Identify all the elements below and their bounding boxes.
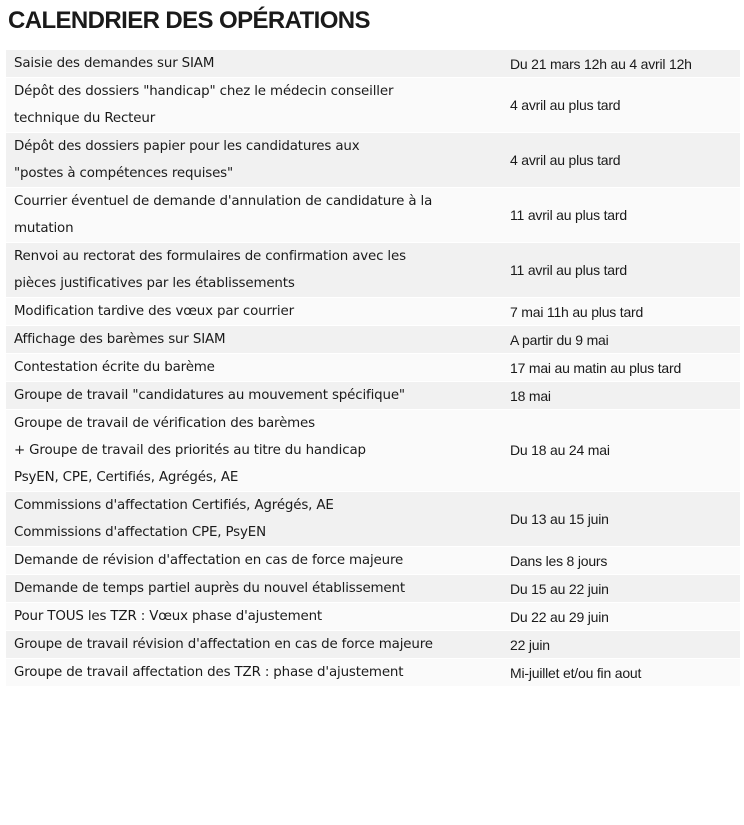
- period-cell: 4 avril au plus tard: [502, 133, 740, 188]
- operation-text: Demande de révision d'affectation en cas de force majeure: [14, 553, 404, 568]
- schedule-row: [6, 298, 740, 326]
- operation-text: Modification tardive des vœux par courrier: [14, 304, 294, 319]
- operation-text: pièces justificatives par les établissements: [14, 276, 295, 291]
- period-cell: Mi-juillet et/ou fin aout: [502, 659, 740, 687]
- operation-cell: [6, 631, 502, 659]
- schedule-row: [6, 243, 740, 298]
- operation-cell: [6, 547, 502, 575]
- operation-text: Groupe de travail de vérification des barèmes: [14, 416, 315, 431]
- operation-cell: [6, 603, 502, 631]
- period-cell: 18 mai: [502, 382, 740, 410]
- period-cell: Du 18 au 24 mai: [502, 410, 740, 492]
- operation-cell: [6, 326, 502, 354]
- operation-text: PsyEN, CPE, Certifiés, Agrégés, AE: [14, 470, 239, 485]
- operation-text: Commissions d'affectation Certifiés, Agrégés, AE: [14, 498, 334, 513]
- operation-text: Pour TOUS les TZR : Vœux phase d'ajustement: [14, 609, 323, 624]
- operation-text: technique du Recteur: [14, 111, 156, 126]
- operation-cell: [6, 78, 502, 133]
- operation-text: Renvoi au rectorat des formulaires de confirmation avec les: [14, 249, 406, 264]
- operation-text: Groupe de travail "candidatures au mouvement spécifique": [14, 388, 405, 403]
- operation-cell: [6, 298, 502, 326]
- period-cell: 11 avril au plus tard: [502, 243, 740, 298]
- operation-text: Contestation écrite du barème: [14, 360, 215, 375]
- operation-cell: [6, 50, 502, 78]
- operation-cell: [6, 410, 502, 492]
- period-cell: Du 15 au 22 juin: [502, 575, 740, 603]
- operation-text: mutation: [14, 221, 74, 236]
- operations-schedule-table: [6, 50, 740, 686]
- operation-cell: [6, 354, 502, 382]
- period-cell: 11 avril au plus tard: [502, 188, 740, 243]
- schedule-row: [6, 631, 740, 659]
- period-cell: A partir du 9 mai: [502, 326, 740, 354]
- operation-cell: [6, 575, 502, 603]
- schedule-row: [6, 603, 740, 631]
- operation-cell: [6, 243, 502, 298]
- period-cell: Du 13 au 15 juin: [502, 492, 740, 547]
- operation-cell: [6, 492, 502, 547]
- operation-cell: [6, 382, 502, 410]
- operation-text: Groupe de travail révision d'affectation en cas de force majeure: [14, 637, 433, 652]
- schedule-row: [6, 659, 740, 687]
- schedule-row: [6, 492, 740, 547]
- period-cell: 22 juin: [502, 631, 740, 659]
- period-cell: 4 avril au plus tard: [502, 78, 740, 133]
- operation-text: "postes à compétences requises": [14, 166, 234, 181]
- schedule-row: [6, 78, 740, 133]
- operation-text: Saisie des demandes sur SIAM: [14, 56, 215, 71]
- period-cell: Du 22 au 29 juin: [502, 603, 740, 631]
- schedule-row: [6, 354, 740, 382]
- period-cell: Du 21 mars 12h au 4 avril 12h: [510, 55, 692, 72]
- schedule-row: [6, 575, 740, 603]
- operation-cell: [6, 133, 502, 188]
- period-cell: 7 mai 11h au plus tard: [502, 298, 740, 326]
- operation-text: + Groupe de travail des priorités au titre du handicap: [14, 443, 366, 458]
- schedule-row: [6, 326, 740, 354]
- operation-text: Courrier éventuel de demande d'annulation de candidature à la: [14, 194, 433, 209]
- schedule-row: [6, 188, 740, 243]
- schedule-row: [6, 50, 740, 78]
- operation-text: Dépôt des dossiers "handicap" chez le médecin conseiller: [14, 84, 394, 99]
- operation-text: Groupe de travail affectation des TZR : phase d'ajustement: [14, 665, 404, 680]
- operation-cell: [6, 188, 502, 243]
- period-cell: 17 mai au matin au plus tard: [502, 354, 740, 382]
- schedule-row: [6, 382, 740, 410]
- schedule-body: [6, 50, 740, 686]
- page-title: CALENDRIER DES OPÉRATIONS: [8, 7, 370, 34]
- schedule-row: [6, 133, 740, 188]
- operation-text: Dépôt des dossiers papier pour les candidatures aux: [14, 139, 360, 154]
- operation-text: Demande de temps partiel auprès du nouvel établissement: [14, 581, 405, 596]
- operation-cell: [6, 659, 502, 687]
- operation-text: Commissions d'affectation CPE, PsyEN: [14, 525, 266, 540]
- period-cell: Dans les 8 jours: [502, 547, 740, 575]
- schedule-row: [6, 410, 740, 492]
- schedule-row: [6, 547, 740, 575]
- operation-text: Affichage des barèmes sur SIAM: [14, 332, 226, 347]
